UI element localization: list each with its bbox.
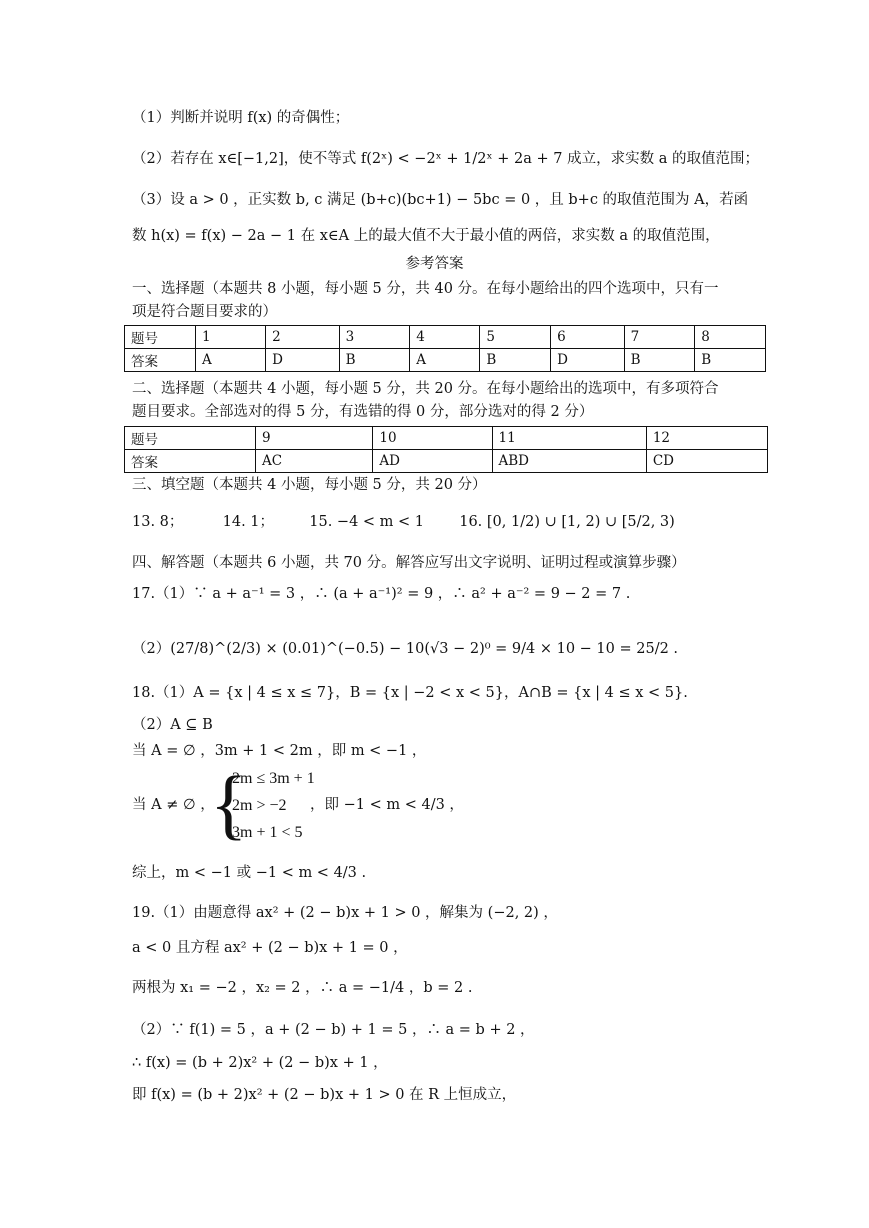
- question-part-1: （1）判断并说明 f(x) 的奇偶性；: [132, 110, 350, 126]
- solution-18-1: 18.（1）A = {x | 4 ≤ x ≤ 7}，B = {x | −2 < x < 5}，A∩B = {x | 4 ≤ x < 5}.: [132, 685, 688, 701]
- table-cell: 6: [551, 326, 624, 349]
- table-cell: 题号: [125, 326, 196, 349]
- section1-answer-table: [124, 325, 766, 372]
- table-cell: 8: [695, 326, 766, 349]
- answers-title: 参考答案: [405, 256, 464, 272]
- solution-17-2: （2）(27/8)^(2/3) × (0.01)^(−0.5) − 10(√3 − 2)⁰ = 9/4 × 10 − 10 = 25/2 .: [132, 641, 679, 657]
- table-cell: 答案: [125, 349, 196, 372]
- table-cell: 11: [492, 427, 646, 450]
- table-cell: B: [339, 349, 410, 372]
- question-part-3b: 数 h(x) = f(x) − 2a − 1 在 x∈A 上的最大值不大于最小值的两倍，求实数 a 的取值范围，: [132, 228, 720, 244]
- left-brace: {: [210, 760, 248, 847]
- table-cell: 7: [624, 326, 695, 349]
- solution-18-4-suffix: ，即 −1 < m < 4/3 ，: [310, 797, 464, 813]
- solution-19-1: 19.（1）由题意得 ax² + (2 − b)x + 1 > 0 ，解集为 (−2, 2) ，: [132, 905, 558, 921]
- table-cell: 10: [373, 427, 492, 450]
- answer-16: 16. [0, 1/2) ∪ [1, 2) ∪ [5/2, 3): [459, 514, 675, 530]
- table-cell: 3: [339, 326, 410, 349]
- table-cell: 4: [410, 326, 480, 349]
- table-cell: AD: [373, 450, 492, 473]
- table-cell: D: [551, 349, 624, 372]
- table-row: [125, 427, 768, 450]
- section1-heading-a: 一、选择题（本题共 8 小题，每小题 5 分，共 40 分。在每小题给出的四个选项中，只有一: [132, 281, 719, 297]
- section4-heading: 四、解答题（本题共 6 小题，共 70 分。解答应写出文字说明、证明过程或演算步骤）: [132, 555, 686, 571]
- section3-heading: 三、填空题（本题共 4 小题，每小题 5 分，共 20 分）: [132, 477, 487, 493]
- table-cell: 答案: [125, 450, 256, 473]
- solution-18-5: 综上，m < −1 或 −1 < m < 4/3 .: [132, 865, 367, 881]
- table-cell: CD: [646, 450, 767, 473]
- table-row: [125, 450, 768, 473]
- section1-heading-b: 项是符合题目要求的）: [132, 304, 277, 320]
- table-cell: 5: [480, 326, 551, 349]
- solution-17-1: 17.（1）∵ a + a⁻¹ = 3 ，∴ (a + a⁻¹)² = 9 ，∴ a² + a⁻² = 9 − 2 = 7 .: [132, 586, 631, 602]
- system-line-3: 3m + 1 < 5: [232, 824, 303, 841]
- system-line-1: 2m ≤ 3m + 1: [232, 770, 315, 787]
- section2-heading-a: 二、选择题（本题共 4 小题，每小题 5 分，共 20 分。在每小题给出的选项中，有多项符合: [132, 381, 719, 397]
- fill-blank-answers: [132, 512, 675, 532]
- solution-18-3: 当 A = ∅ ，3m + 1 < 2m ，即 m < −1 ，: [132, 743, 427, 759]
- section2-answer-table: [124, 426, 768, 473]
- table-row: [125, 326, 766, 349]
- table-cell: B: [624, 349, 695, 372]
- solution-19-5: ∴ f(x) = (b + 2)x² + (2 − b)x + 1 ，: [132, 1055, 388, 1071]
- system-line-2: 2m > −2: [232, 797, 287, 814]
- table-cell: B: [480, 349, 551, 372]
- solution-19-2: a < 0 且方程 ax² + (2 − b)x + 1 = 0 ，: [132, 940, 408, 956]
- solution-18-2: （2）A ⊆ B: [132, 717, 213, 733]
- solution-18-4-prefix: 当 A ≠ ∅ ，: [132, 797, 215, 813]
- solution-19-6: 即 f(x) = (b + 2)x² + (2 − b)x + 1 > 0 在 R 上恒成立，: [132, 1087, 517, 1103]
- table-cell: A: [410, 349, 480, 372]
- table-cell: ABD: [492, 450, 646, 473]
- table-row: [125, 349, 766, 372]
- table-cell: 2: [266, 326, 339, 349]
- answer-13: 13. 8；: [132, 514, 184, 530]
- table-cell: 12: [646, 427, 767, 450]
- question-part-3a: （3）设 a > 0 ，正实数 b, c 满足 (b+c)(bc+1) − 5bc = 0 ，且 b+c 的取值范围为 A，若函: [132, 192, 749, 208]
- table-cell: 9: [256, 427, 373, 450]
- question-part-2: （2）若存在 x∈[−1,2]，使不等式 f(2ˣ) < −2ˣ + 1/2ˣ + 2a + 7 成立，求实数 a 的取值范围；: [132, 151, 759, 167]
- answer-14: 14. 1；: [222, 514, 275, 530]
- solution-19-4: （2）∵ f(1) = 5 ，a + (2 − b) + 1 = 5 ，∴ a = b + 2 ，: [132, 1022, 535, 1038]
- table-cell: B: [695, 349, 766, 372]
- table-cell: D: [266, 349, 339, 372]
- section2-heading-b: 题目要求。全部选对的得 5 分，有选错的得 0 分，部分选对的得 2 分）: [132, 404, 594, 420]
- table-cell: AC: [256, 450, 373, 473]
- solution-19-3: 两根为 x₁ = −2 ，x₂ = 2 ，∴ a = −1/4 ，b = 2 .: [132, 980, 473, 996]
- table-cell: 题号: [125, 427, 256, 450]
- table-cell: A: [196, 349, 266, 372]
- table-cell: 1: [196, 326, 266, 349]
- answer-15: 15. −4 < m < 1: [309, 514, 425, 530]
